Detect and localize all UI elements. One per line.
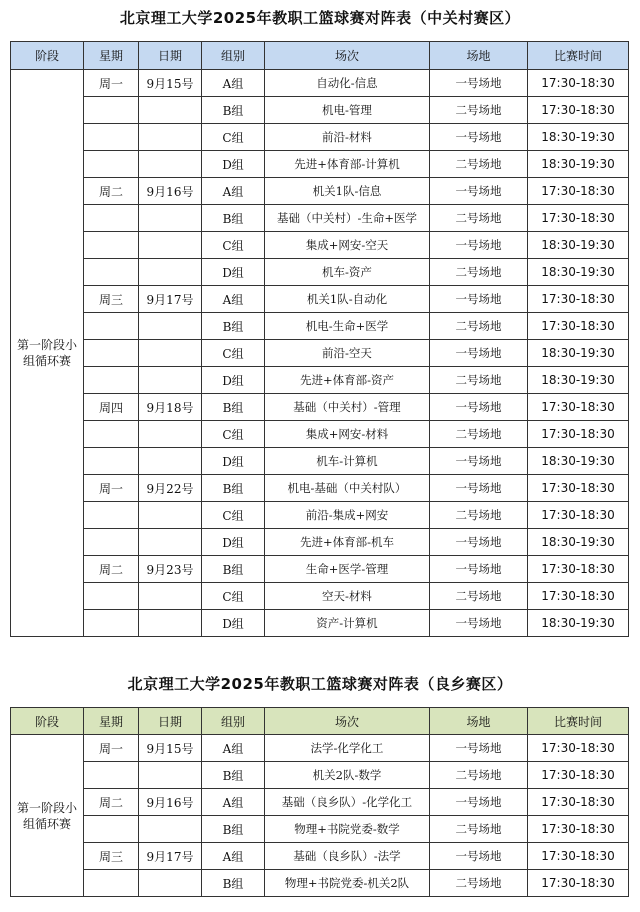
group-cell: C组 xyxy=(202,421,265,448)
time-cell: 17:30-18:30 xyxy=(528,97,629,124)
table-row xyxy=(11,583,629,610)
match-cell: 基础（良乡队）-法学 xyxy=(265,843,430,870)
header-group: 组别 xyxy=(202,42,265,70)
group-cell: C组 xyxy=(202,232,265,259)
time-cell: 17:30-18:30 xyxy=(528,70,629,97)
weekday-cell xyxy=(84,502,139,529)
time-cell: 17:30-18:30 xyxy=(528,762,629,789)
table-row xyxy=(11,529,629,556)
table-row xyxy=(11,816,629,843)
group-cell: B组 xyxy=(202,313,265,340)
table-header-row xyxy=(11,42,629,70)
time-cell: 17:30-18:30 xyxy=(528,502,629,529)
time-cell: 18:30-19:30 xyxy=(528,232,629,259)
date-cell: 9月16号 xyxy=(139,178,202,205)
match-cell: 先进+体育部-机车 xyxy=(265,529,430,556)
table-row xyxy=(11,313,629,340)
stage-cell: 第一阶段小组循环赛 xyxy=(11,735,84,897)
time-cell: 18:30-19:30 xyxy=(528,259,629,286)
date-cell xyxy=(139,870,202,897)
weekday-cell xyxy=(84,421,139,448)
time-cell: 18:30-19:30 xyxy=(528,448,629,475)
header-weekday: 星期 xyxy=(84,42,139,70)
table-row xyxy=(11,556,629,583)
date-cell: 9月23号 xyxy=(139,556,202,583)
table-row xyxy=(11,124,629,151)
table-row xyxy=(11,843,629,870)
venue-cell: 一号场地 xyxy=(430,448,528,475)
date-cell xyxy=(139,259,202,286)
header-match: 场次 xyxy=(265,708,430,735)
weekday-cell: 周二 xyxy=(84,556,139,583)
table-row xyxy=(11,421,629,448)
match-cell: 机车-计算机 xyxy=(265,448,430,475)
header-match: 场次 xyxy=(265,42,430,70)
header-weekday: 星期 xyxy=(84,708,139,735)
date-cell: 9月16号 xyxy=(139,789,202,816)
date-cell xyxy=(139,205,202,232)
table-row xyxy=(11,151,629,178)
venue-cell: 一号场地 xyxy=(430,70,528,97)
header-group: 组别 xyxy=(202,708,265,735)
group-cell: B组 xyxy=(202,205,265,232)
group-cell: D组 xyxy=(202,529,265,556)
weekday-cell xyxy=(84,762,139,789)
venue-cell: 二号场地 xyxy=(430,367,528,394)
venue-cell: 二号场地 xyxy=(430,205,528,232)
time-cell: 17:30-18:30 xyxy=(528,205,629,232)
venue-cell: 二号场地 xyxy=(430,583,528,610)
date-cell: 9月15号 xyxy=(139,70,202,97)
match-cell: 机关1队-信息 xyxy=(265,178,430,205)
venue-cell: 一号场地 xyxy=(430,610,528,637)
match-cell: 资产-计算机 xyxy=(265,610,430,637)
group-cell: B组 xyxy=(202,762,265,789)
weekday-cell: 周三 xyxy=(84,286,139,313)
group-cell: C组 xyxy=(202,583,265,610)
group-cell: B组 xyxy=(202,816,265,843)
weekday-cell: 周三 xyxy=(84,843,139,870)
venue-cell: 一号场地 xyxy=(430,529,528,556)
venue-cell: 一号场地 xyxy=(430,286,528,313)
weekday-cell xyxy=(84,529,139,556)
date-cell: 9月18号 xyxy=(139,394,202,421)
match-cell: 基础（良乡队）-化学化工 xyxy=(265,789,430,816)
match-cell: 先进+体育部-计算机 xyxy=(265,151,430,178)
header-venue: 场地 xyxy=(430,708,528,735)
time-cell: 17:30-18:30 xyxy=(528,870,629,897)
table-row xyxy=(11,367,629,394)
header-date: 日期 xyxy=(139,708,202,735)
date-cell xyxy=(139,151,202,178)
time-cell: 17:30-18:30 xyxy=(528,394,629,421)
table-row xyxy=(11,735,629,762)
table-row xyxy=(11,789,629,816)
date-cell xyxy=(139,232,202,259)
weekday-cell xyxy=(84,448,139,475)
date-cell xyxy=(139,340,202,367)
time-cell: 17:30-18:30 xyxy=(528,313,629,340)
table-header-row xyxy=(11,708,629,735)
venue-cell: 一号场地 xyxy=(430,124,528,151)
date-cell xyxy=(139,421,202,448)
venue-cell: 二号场地 xyxy=(430,97,528,124)
venue-cell: 二号场地 xyxy=(430,502,528,529)
match-cell: 前沿-空天 xyxy=(265,340,430,367)
date-cell xyxy=(139,124,202,151)
table-row xyxy=(11,286,629,313)
date-cell xyxy=(139,610,202,637)
table-row xyxy=(11,610,629,637)
time-cell: 17:30-18:30 xyxy=(528,816,629,843)
date-cell: 9月15号 xyxy=(139,735,202,762)
venue-cell: 一号场地 xyxy=(430,178,528,205)
schedule-title-liangxiang: 北京理工大学2025年教职工篮球赛对阵表（良乡赛区） xyxy=(127,675,513,693)
match-cell: 物理+书院党委-机关2队 xyxy=(265,870,430,897)
match-cell: 机关2队-数学 xyxy=(265,762,430,789)
date-cell xyxy=(139,762,202,789)
date-cell xyxy=(139,97,202,124)
time-cell: 18:30-19:30 xyxy=(528,151,629,178)
venue-cell: 二号场地 xyxy=(430,816,528,843)
time-cell: 18:30-19:30 xyxy=(528,529,629,556)
match-cell: 机车-资产 xyxy=(265,259,430,286)
time-cell: 18:30-19:30 xyxy=(528,124,629,151)
weekday-cell: 周二 xyxy=(84,178,139,205)
match-cell: 机电-管理 xyxy=(265,97,430,124)
date-cell: 9月17号 xyxy=(139,843,202,870)
group-cell: A组 xyxy=(202,789,265,816)
group-cell: B组 xyxy=(202,475,265,502)
table-row xyxy=(11,97,629,124)
match-cell: 基础（中关村）-管理 xyxy=(265,394,430,421)
venue-cell: 二号场地 xyxy=(430,421,528,448)
time-cell: 17:30-18:30 xyxy=(528,421,629,448)
venue-cell: 一号场地 xyxy=(430,556,528,583)
date-cell xyxy=(139,529,202,556)
venue-cell: 二号场地 xyxy=(430,259,528,286)
group-cell: B组 xyxy=(202,97,265,124)
group-cell: A组 xyxy=(202,286,265,313)
weekday-cell xyxy=(84,610,139,637)
weekday-cell: 周一 xyxy=(84,70,139,97)
group-cell: B组 xyxy=(202,556,265,583)
table-row xyxy=(11,475,629,502)
match-cell: 前沿-材料 xyxy=(265,124,430,151)
venue-cell: 一号场地 xyxy=(430,843,528,870)
group-cell: A组 xyxy=(202,735,265,762)
group-cell: B组 xyxy=(202,870,265,897)
table-row xyxy=(11,178,629,205)
header-time: 比赛时间 xyxy=(528,708,629,735)
group-cell: C组 xyxy=(202,124,265,151)
match-cell: 机电-生命+医学 xyxy=(265,313,430,340)
table-row xyxy=(11,762,629,789)
match-cell: 法学-化学化工 xyxy=(265,735,430,762)
group-cell: C组 xyxy=(202,502,265,529)
venue-cell: 二号场地 xyxy=(430,151,528,178)
header-date: 日期 xyxy=(139,42,202,70)
time-cell: 17:30-18:30 xyxy=(528,475,629,502)
weekday-cell xyxy=(84,97,139,124)
group-cell: D组 xyxy=(202,151,265,178)
time-cell: 17:30-18:30 xyxy=(528,178,629,205)
table-row xyxy=(11,205,629,232)
weekday-cell xyxy=(84,124,139,151)
date-cell: 9月17号 xyxy=(139,286,202,313)
time-cell: 17:30-18:30 xyxy=(528,789,629,816)
table-row xyxy=(11,502,629,529)
time-cell: 17:30-18:30 xyxy=(528,735,629,762)
weekday-cell xyxy=(84,259,139,286)
date-cell xyxy=(139,502,202,529)
table-row xyxy=(11,70,629,97)
date-cell xyxy=(139,816,202,843)
header-stage: 阶段 xyxy=(11,708,84,735)
group-cell: C组 xyxy=(202,340,265,367)
time-cell: 18:30-19:30 xyxy=(528,340,629,367)
date-cell xyxy=(139,583,202,610)
weekday-cell: 周一 xyxy=(84,735,139,762)
match-cell: 机关1队-自动化 xyxy=(265,286,430,313)
time-cell: 18:30-19:30 xyxy=(528,610,629,637)
schedule-title-zhongguancun: 北京理工大学2025年教职工篮球赛对阵表（中关村赛区） xyxy=(119,9,521,27)
table-row xyxy=(11,340,629,367)
match-cell: 基础（中关村）-生命+医学 xyxy=(265,205,430,232)
table-row xyxy=(11,870,629,897)
group-cell: A组 xyxy=(202,843,265,870)
weekday-cell xyxy=(84,367,139,394)
weekday-cell: 周四 xyxy=(84,394,139,421)
match-cell: 机电-基础（中关村队） xyxy=(265,475,430,502)
table-row xyxy=(11,259,629,286)
time-cell: 17:30-18:30 xyxy=(528,556,629,583)
venue-cell: 一号场地 xyxy=(430,735,528,762)
time-cell: 17:30-18:30 xyxy=(528,843,629,870)
time-cell: 18:30-19:30 xyxy=(528,367,629,394)
date-cell xyxy=(139,448,202,475)
match-cell: 集成+网安-材料 xyxy=(265,421,430,448)
table-row xyxy=(11,232,629,259)
match-cell: 物理+书院党委-数学 xyxy=(265,816,430,843)
date-cell xyxy=(139,313,202,340)
date-cell xyxy=(139,367,202,394)
group-cell: A组 xyxy=(202,178,265,205)
weekday-cell xyxy=(84,340,139,367)
match-cell: 集成+网安-空天 xyxy=(265,232,430,259)
weekday-cell xyxy=(84,313,139,340)
schedule-table-liangxiang xyxy=(10,707,629,897)
table-row xyxy=(11,448,629,475)
match-cell: 空天-材料 xyxy=(265,583,430,610)
match-cell: 先进+体育部-资产 xyxy=(265,367,430,394)
weekday-cell xyxy=(84,232,139,259)
match-cell: 前沿-集成+网安 xyxy=(265,502,430,529)
schedule-table-zhongguancun xyxy=(10,41,629,637)
header-stage: 阶段 xyxy=(11,42,84,70)
match-cell: 生命+医学-管理 xyxy=(265,556,430,583)
table-row xyxy=(11,394,629,421)
venue-cell: 一号场地 xyxy=(430,475,528,502)
group-cell: D组 xyxy=(202,367,265,394)
stage-cell: 第一阶段小组循环赛 xyxy=(11,70,84,637)
venue-cell: 一号场地 xyxy=(430,232,528,259)
weekday-cell xyxy=(84,816,139,843)
venue-cell: 一号场地 xyxy=(430,789,528,816)
match-cell: 自动化-信息 xyxy=(265,70,430,97)
venue-cell: 二号场地 xyxy=(430,870,528,897)
group-cell: D组 xyxy=(202,610,265,637)
weekday-cell: 周一 xyxy=(84,475,139,502)
group-cell: D组 xyxy=(202,259,265,286)
group-cell: B组 xyxy=(202,394,265,421)
header-venue: 场地 xyxy=(430,42,528,70)
weekday-cell xyxy=(84,870,139,897)
group-cell: D组 xyxy=(202,448,265,475)
time-cell: 17:30-18:30 xyxy=(528,583,629,610)
venue-cell: 一号场地 xyxy=(430,340,528,367)
venue-cell: 二号场地 xyxy=(430,313,528,340)
weekday-cell xyxy=(84,151,139,178)
weekday-cell: 周二 xyxy=(84,789,139,816)
date-cell: 9月22号 xyxy=(139,475,202,502)
weekday-cell xyxy=(84,583,139,610)
group-cell: A组 xyxy=(202,70,265,97)
venue-cell: 二号场地 xyxy=(430,762,528,789)
time-cell: 17:30-18:30 xyxy=(528,286,629,313)
header-time: 比赛时间 xyxy=(528,42,629,70)
venue-cell: 一号场地 xyxy=(430,394,528,421)
weekday-cell xyxy=(84,205,139,232)
